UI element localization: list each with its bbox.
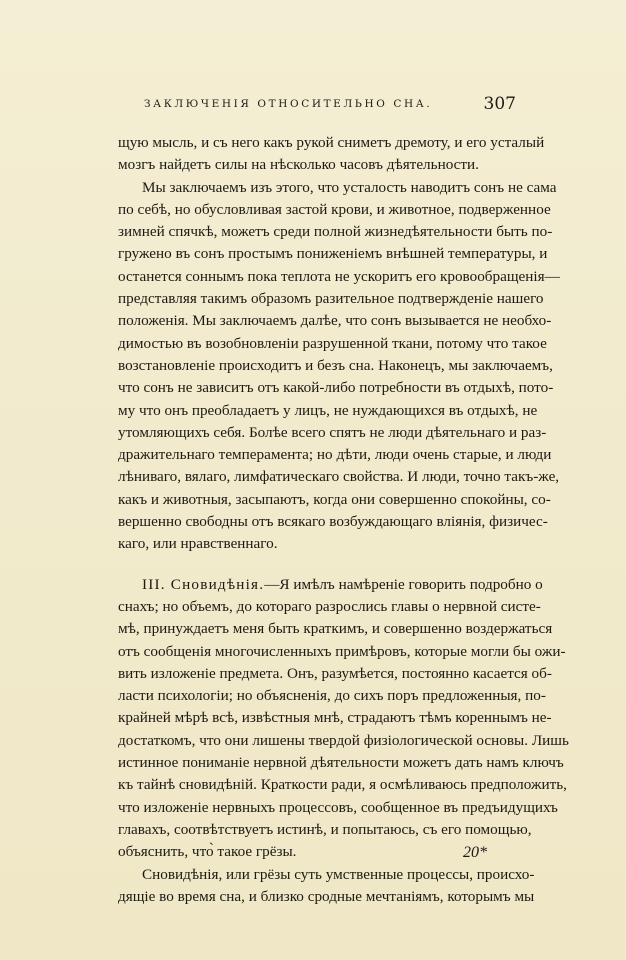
section-gap [118, 556, 522, 574]
text-line: му что онъ преобладаетъ у лицъ, не нуждающихся въ отдыхѣ, не [118, 401, 538, 419]
text-line: вершенно свободны отъ всякаго возбуждающаго вліянія, физичес- [118, 513, 548, 531]
text-line: отъ сообщенія многочисленныхъ примѣровъ, которые могли бы ожи- [118, 642, 566, 660]
text-line: крайней мѣрѣ всѣ, извѣстныя мнѣ, страдаютъ тѣмъ кореннымъ не- [118, 709, 552, 727]
paragraph-2 [118, 177, 560, 556]
text-line: снахъ; но объемъ, до котораго разрослись главы о нервной систе- [118, 597, 541, 615]
text-line: лѣниваго, вялаго, лимфатическаго свойства. И люди, точно такъ-же, [118, 468, 560, 486]
text-line: зимней спячкѣ, можетъ среди полной жизнедѣятельности быть по- [118, 223, 553, 241]
page-number: 307 [483, 94, 516, 114]
text-line [118, 574, 543, 596]
text-line: что изложеніе нервныхъ процессовъ, сообщенное въ предъидущихъ [118, 798, 558, 816]
text-line: объяснить, что̀ такое грёзы. [118, 843, 297, 861]
text-line: останется соннымъ пока теплота не ускоритъ его кровообращенія— [118, 267, 560, 285]
text-line: каго, или нравственнаго. [118, 535, 278, 553]
page-header [140, 94, 516, 116]
text-line: положенія. Мы заключаемъ далѣе, что сонъ вызывается не необхо- [118, 312, 552, 330]
paragraph-4 [118, 864, 535, 909]
text-line: возстановленіе происходитъ и безъ сна. Наконецъ, мы заключаемъ, [118, 356, 553, 374]
text-line: главахъ, соотвѣтствуетъ истинѣ, и попытаюсь, съ его помощью, [118, 820, 532, 838]
paragraph-1 [118, 132, 545, 177]
text-line: мозгъ найдетъ силы на нѣсколько часовъ дѣятельности. [118, 156, 479, 174]
text-line: истинное пониманіе нервной дѣятельности можетъ дать намъ ключъ [118, 754, 564, 772]
text-line: ласти психологіи; но объясненія, до сихъ поръ предложенныя, по- [118, 687, 546, 705]
text-line: дражительнаго темперамента; но дѣти, люди очень старые, и люди [118, 446, 552, 464]
text-line: гружено въ сонъ простымъ пониженіемъ внѣшней температуры, и [118, 245, 548, 263]
text-line: дящіе во время сна, и близко сродные мечтаніямъ, которымъ мы [118, 887, 535, 905]
text-line: димостью въ возобновленіи разрушенной ткани, потому что такое [118, 334, 547, 352]
text-line: какъ и животныя, засыпаютъ, когда они совершенно спокойны, со- [118, 490, 551, 508]
text-line: Сновидѣнія, или грёзы суть умственные процессы, происхо- [142, 865, 535, 883]
text-line: щую мысль, и съ него какъ рукой сниметъ дремоту, и его усталый [118, 134, 545, 151]
text-line: Мы заключаемъ изъ этого, что усталость наводитъ сонъ не сама [142, 178, 557, 196]
text-line: по себѣ, но обусловливая застой крови, и животное, подверженное [118, 200, 551, 218]
text-line: представляя такимъ образомъ разительное подтвержденіе нашего [118, 290, 544, 308]
section-heading: III. Сновидѣнія. [142, 575, 265, 593]
text-line: вить изложеніе предмета. Онъ, разумѣется, постоянно касается об- [118, 664, 552, 682]
section-3 [118, 574, 569, 864]
text-line: достаткомъ, что они лишены твердой физіологической основы. Лишь [118, 731, 569, 749]
text-line: что сонъ не зависитъ отъ какой-либо потребности въ отдыхѣ, пото- [118, 379, 554, 397]
running-head: ЗАКЛЮЧЕНІЯ ОТНОСИТЕЛЬНО СНА. [144, 98, 433, 110]
signature-mark: 20* [463, 844, 487, 861]
section-first-line: —Я имѣлъ намѣреніе говорить подробно о [264, 575, 543, 593]
text-line: къ тайнѣ сновидѣній. Краткости ради, я осмѣливаюсь предположить, [118, 776, 567, 794]
body-text [118, 132, 569, 908]
text-line: мѣ, принуждаетъ меня быть краткимъ, и совершенно воздержаться [118, 620, 553, 638]
text-line: утомляющихъ себя. Болѣе всего спятъ не люди дѣятельнаго и раз- [118, 423, 547, 441]
